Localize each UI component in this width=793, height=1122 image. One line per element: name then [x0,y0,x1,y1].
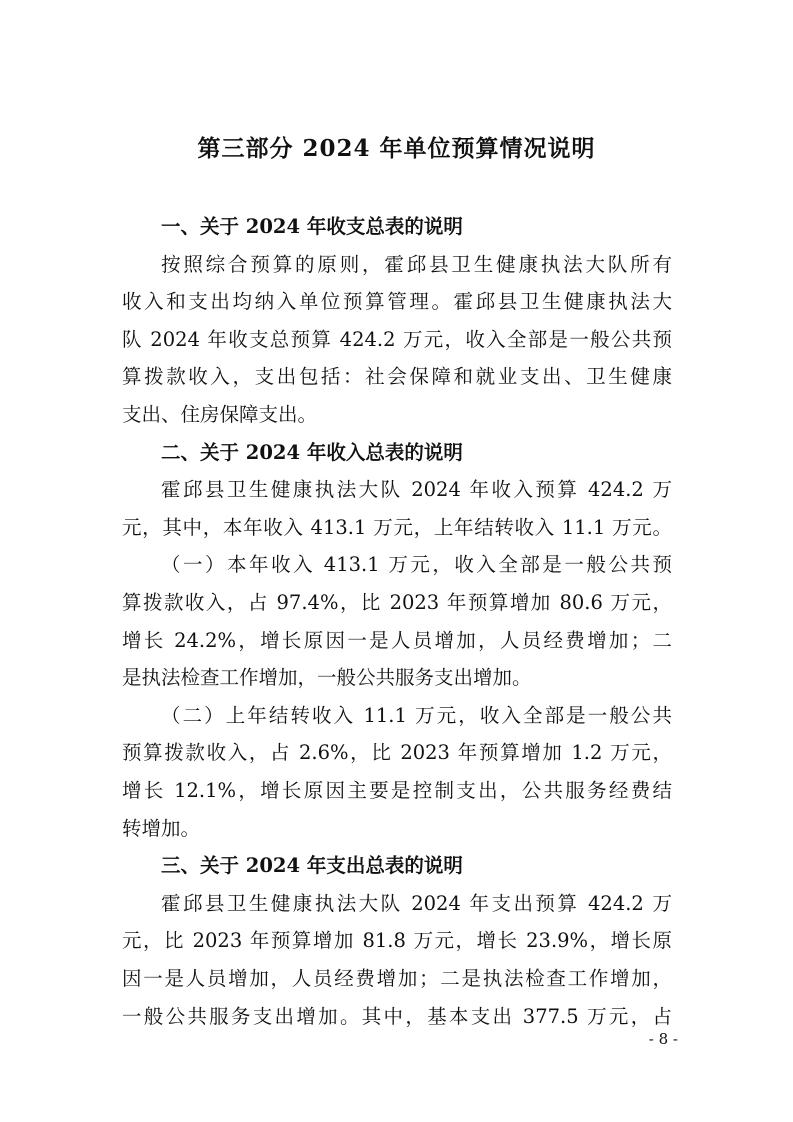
paragraph-line: （一）本年收入 413.1 万元，收入全部是一般公共预 [161,553,672,576]
paragraph-line: 预算拨款收入，占 2.6%，比 2023 年预算增加 1.2 万元， [122,741,672,764]
paragraph-line: 收入和支出均纳入单位预算管理。霍邱县卫生健康执法大 [122,290,672,313]
paragraph-line: 霍邱县卫生健康执法大队 2024 年收入预算 424.2 万 [161,478,672,501]
paragraph-line: 霍邱县卫生健康执法大队 2024 年支出预算 424.2 万 [161,892,672,915]
section-heading: 三、关于 2024 年支出总表的说明 [161,854,463,877]
paragraph-line: （二）上年结转收入 11.1 万元，收入全部是一般公共 [161,704,672,727]
paragraph-line: 增长 24.2%，增长原因一是人员增加，人员经费增加；二 [122,629,672,652]
paragraph-line: 队 2024 年收支总预算 424.2 万元，收入全部是一般公共预 [122,328,672,351]
page-number: - 8 - [648,1030,678,1048]
paragraph-line: 增长 12.1%，增长原因主要是控制支出，公共服务经费结 [122,779,672,802]
paragraph-line: 是执法检查工作增加，一般公共服务支出增加。 [122,666,532,689]
section-heading: 一、关于 2024 年收支总表的说明 [161,215,463,238]
paragraph-line: 元，其中，本年收入 413.1 万元，上年结转收入 11.1 万元。 [122,516,672,539]
section-heading: 二、关于 2024 年收入总表的说明 [161,441,463,464]
paragraph-line: 算拨款收入，占 97.4%，比 2023 年预算增加 80.6 万元， [122,591,672,614]
paragraph-line: 按照综合预算的原则，霍邱县卫生健康执法大队所有 [161,253,672,276]
paragraph-line: 因一是人员增加，人员经费增加；二是执法检查工作增加， [122,967,672,990]
paragraph-line: 一般公共服务支出增加。其中，基本支出 377.5 万元，占 [122,1005,672,1028]
paragraph-line: 算拨款收入，支出包括：社会保障和就业支出、卫生健康 [122,365,672,388]
page-title: 第三部分 2024 年单位预算情况说明 [197,135,596,162]
paragraph-line: 元，比 2023 年预算增加 81.8 万元，增长 23.9%，增长原 [122,929,672,952]
paragraph-line: 转增加。 [122,817,201,840]
paragraph-line: 支出、住房保障支出。 [122,403,318,426]
